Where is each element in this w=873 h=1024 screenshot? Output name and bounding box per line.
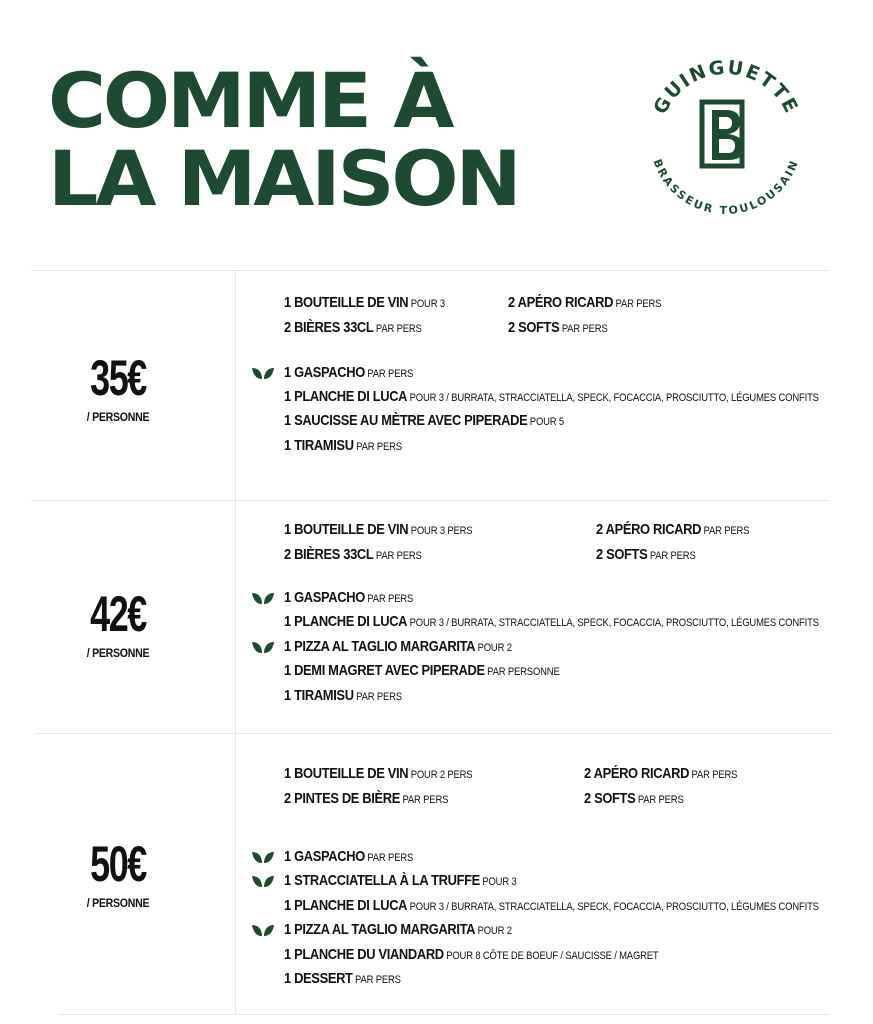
price-amount: 50€ [90,836,146,892]
menu-line [596,546,696,565]
menu-line [284,613,819,632]
svg-text:GUINGUETTE: GUINGUETTE [649,56,803,118]
item-detail: PAR PERS [353,691,402,703]
item-detail: PAR PERS [613,298,662,310]
title-line-1: COMME À [48,56,452,145]
item-detail: PAR PERS [364,852,414,864]
item-name: 1 BOUTEILLE DE VIN [284,765,409,782]
item-name: 2 APÉRO RICARD [584,765,690,782]
menu-line [284,364,413,383]
item-name: 1 BOUTEILLE DE VIN [284,521,409,538]
price-block [48,588,188,660]
menu-line [284,970,401,989]
menu-line [508,294,661,313]
menu-line [284,790,448,809]
menu-line [284,437,402,456]
page-title [48,56,519,223]
menu-line [284,546,422,565]
divider-bottom [58,1014,830,1015]
item-name: 2 SOFTS [596,546,648,563]
item-detail: PAR PERS [400,794,449,806]
item-name: 2 BIÈRES 33CL [284,319,374,336]
item-detail: PAR PERS [373,323,422,335]
item-name: 2 SOFTS [508,319,560,336]
price-unit: / PERSONNE [86,896,150,910]
item-detail: POUR 3 [408,298,445,310]
item-name: 2 BIÈRES 33CL [284,546,374,563]
item-name: 1 SAUCISSE AU MÈTRE AVEC PIPERADE [284,412,528,429]
menu-line [284,921,512,940]
vegetarian-leaf-icon [252,874,274,888]
item-detail: PAR PERS [352,974,401,986]
menu-line [284,412,564,431]
divider-top [30,270,828,271]
vegetarian-leaf-icon [252,591,274,605]
item-name: 2 APÉRO RICARD [508,294,614,311]
item-name: 2 APÉRO RICARD [596,521,702,538]
item-name: 1 PIZZA AL TAGLIO MARGARITA [284,921,476,938]
item-detail: POUR 5 [527,416,565,428]
menu-line [284,848,413,867]
item-name: 1 TIRAMISU [284,437,354,454]
item-name: 1 TIRAMISU [284,687,354,704]
item-detail: PAR PERS [353,441,402,453]
guinguette-logo [636,50,816,230]
price-block [48,838,188,910]
menu-line [596,521,749,540]
divider-1 [30,500,830,501]
item-detail: PAR PERS [364,593,414,605]
price-amount: 42€ [90,586,146,642]
item-name: 1 GASPACHO [284,848,365,865]
item-detail: POUR 2 [475,642,512,654]
item-detail: PAR PERS [701,525,750,537]
menu-line [584,765,737,784]
price-block [48,352,188,424]
item-detail: POUR 3 PERS [408,525,473,537]
item-detail: PAR PERS [635,794,684,806]
vegetarian-leaf-icon [252,366,274,380]
item-name: 1 STRACCIATELLA À LA TRUFFE [284,872,480,889]
vegetarian-leaf-icon [252,850,274,864]
item-detail: PAR PERS [373,550,422,562]
item-detail: POUR 3 / BURRATA, STRACCIATELLA, SPECK, FOCACCIA, PROSCIUTTO, LÉGUMES CONFITS [407,617,819,629]
menu-line [284,662,560,681]
item-detail: POUR 3 [479,876,517,888]
menu-line [284,638,512,657]
item-name: 2 PINTES DE BIÈRE [284,790,401,807]
menu-line [584,790,684,809]
item-detail: PAR PERS [364,368,414,380]
item-name: 1 PIZZA AL TAGLIO MARGARITA [284,638,476,655]
item-name: 1 PLANCHE DI LUCA [284,388,408,405]
vegetarian-leaf-icon [252,923,274,937]
price-unit: / PERSONNE [86,410,150,424]
item-name: 1 DEMI MAGRET AVEC PIPERADE [284,662,485,679]
item-name: 1 GASPACHO [284,364,365,381]
item-detail: PAR PERSONNE [484,666,560,678]
title-line-2: LA MAISON [48,134,519,223]
divider-2 [34,733,834,734]
item-name: 1 DESSERT [284,970,353,987]
monogram-b [702,102,744,166]
svg-text:BRASSEUR TOULOUSAIN: BRASSEUR TOULOUSAIN [650,157,802,218]
column-divider [235,270,236,1014]
item-detail: PAR PERS [689,769,738,781]
menu-line [508,319,608,338]
vegetarian-leaf-icon [252,640,274,654]
item-detail: POUR 8 CÔTE DE BOEUF / SAUCISSE / MAGRET [443,950,659,962]
item-detail: POUR 2 PERS [408,769,473,781]
item-name: 1 PLANCHE DI LUCA [284,613,408,630]
menu-line [284,589,413,608]
item-name: 1 BOUTEILLE DE VIN [284,294,409,311]
menu-line [284,521,472,540]
price-unit: / PERSONNE [86,646,150,660]
menu-line [284,687,402,706]
menu-line [284,388,819,407]
item-detail: PAR PERS [559,323,608,335]
item-name: 2 SOFTS [584,790,636,807]
menu-line [284,897,819,916]
item-detail: PAR PERS [647,550,696,562]
item-detail: POUR 3 / BURRATA, STRACCIATELLA, SPECK, FOCACCIA, PROSCIUTTO, LÉGUMES CONFITS [407,901,819,913]
item-name: 1 PLANCHE DU VIANDARD [284,946,444,963]
menu-line [284,319,422,338]
item-name: 1 GASPACHO [284,589,365,606]
menu-line [284,294,445,313]
price-amount: 35€ [90,350,146,406]
item-name: 1 PLANCHE DI LUCA [284,897,408,914]
menu-line [284,872,517,891]
menu-line [284,946,659,965]
menu-line [284,765,472,784]
item-detail: POUR 3 / BURRATA, STRACCIATELLA, SPECK, FOCACCIA, PROSCIUTTO, LÉGUMES CONFITS [407,392,819,404]
item-detail: POUR 2 [475,925,512,937]
